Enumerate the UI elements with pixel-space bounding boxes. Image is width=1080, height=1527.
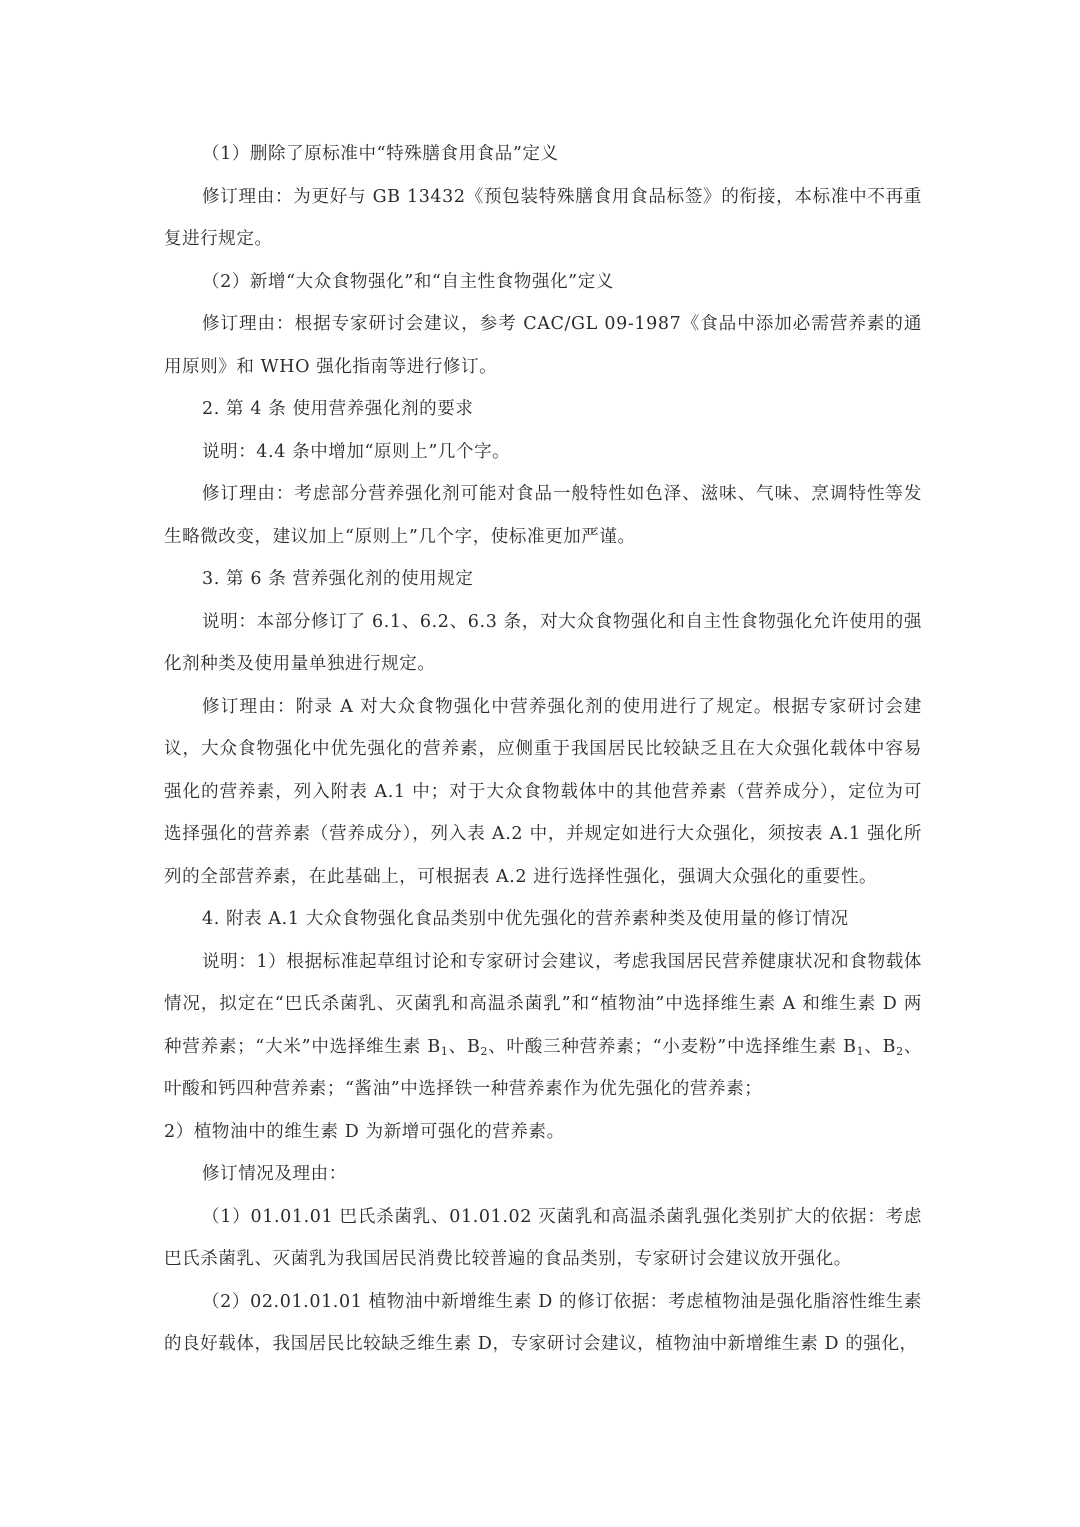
text-segment: 、叶酸三种营养素；“小麦粉”中选择维生素 B — [488, 1036, 857, 1057]
paragraph-explanation-nutrients — [164, 941, 922, 1111]
paragraph-revision-item-2: （2）02.01.01.01 植物油中新增维生素 D 的修订依据：考虑植物油是强化脂溶性维生素的良好载体，我国居民比较缺乏维生素 D，专家研讨会建议，植物油中新增维生素 D 的强化， — [164, 1291, 922, 1354]
section-heading-article-4: 2. 第 4 条 使用营养强化剂的要求 — [202, 399, 474, 419]
paragraph-continuation: 2）植物油中的维生素 D 为新增可强化的营养素。 — [164, 1121, 565, 1142]
subscript: 2 — [896, 1044, 904, 1058]
paragraph-new-definition: （2）新增“大众食物强化”和“自主性食物强化”定义 — [202, 271, 614, 292]
text-segment: 、B — [448, 1036, 481, 1057]
paragraph-explanation: 说明：4.4 条中增加“原则上”几个字。 — [202, 441, 511, 462]
paragraph-revision-reason: 修订理由：为更好与 GB 13432《预包装特殊膳食用食品标签》的衔接，本标准中不再重复进行规定。 — [164, 186, 922, 249]
paragraph-revision-reason: 修订理由：考虑部分营养强化剂可能对食品一般特性如色泽、滋味、气味、烹调特性等发生略微改变，建议加上“原则上”几个字，使标准更加严谨。 — [164, 484, 922, 547]
paragraph-delete-definition: （1）删除了原标准中“特殊膳食用食品”定义 — [202, 144, 559, 164]
section-heading-table-a1: 4. 附表 A.1 大众食物强化食品类别中优先强化的营养素种类及使用量的修订情况 — [202, 909, 849, 929]
paragraph-revision-reason: 修订理由：根据专家研讨会建议，参考 CAC/GL 09-1987《食品中添加必需营养素的通用原则》和 WHO 强化指南等进行修订。 — [164, 314, 922, 377]
paragraph-revision-reason: 修订理由：附录 A 对大众食物强化中营养强化剂的使用进行了规定。根据专家研讨会建议，大众食物强化中优先强化的营养素，应侧重于我国居民比较缺乏且在大众强化载体中容易强化的营养素，列入附表 A.1 中；对于大众食物载体中的其他营养素（营养成分），定位为可选择强化的营养素（营养成分），列入表 A.2 中，并规定如进行大众强化，须按表 A.1 强化所列的全部营养素，在此基础上，可根据表 A.2 进行选择性强化，强调大众强化的重要性。 — [164, 696, 922, 887]
subscript: 1 — [856, 1044, 865, 1058]
paragraph-explanation: 说明：本部分修订了 6.1、6.2、6.3 条，对大众食物强化和自主性食物强化允许使用的强化剂种类及使用量单独进行规定。 — [164, 611, 922, 674]
subscript: 1 — [440, 1044, 449, 1058]
text-segment: 、叶酸和钙四种营养素；“酱油”中选择铁一种营养素作为优先强化的营养素； — [164, 1036, 923, 1099]
paragraph-revision-heading: 修订情况及理由： — [202, 1164, 347, 1184]
text-segment: 说明：1）根据标准起草组讨论和专家研讨会建议，考虑我国居民营养健康状况和食物载体情况，拟定在“巴氏杀菌乳、灭菌乳和高温杀菌乳”和“植物油”中选择维生素 A 和维生素 D 两种营养素；“大米”中选择维生素 B — [164, 951, 922, 1057]
document-body — [164, 133, 922, 1366]
paragraph-revision-item-1: （1）01.01.01 巴氏杀菌乳、01.01.02 灭菌乳和高温杀菌乳强化类别扩大的依据：考虑巴氏杀菌乳、灭菌乳为我国居民消费比较普遍的食品类别，专家研讨会建议放开强化。 — [164, 1206, 922, 1269]
subscript: 2 — [480, 1044, 489, 1058]
section-heading-article-6: 3. 第 6 条 营养强化剂的使用规定 — [202, 569, 474, 589]
text-segment: 、B — [864, 1036, 897, 1057]
